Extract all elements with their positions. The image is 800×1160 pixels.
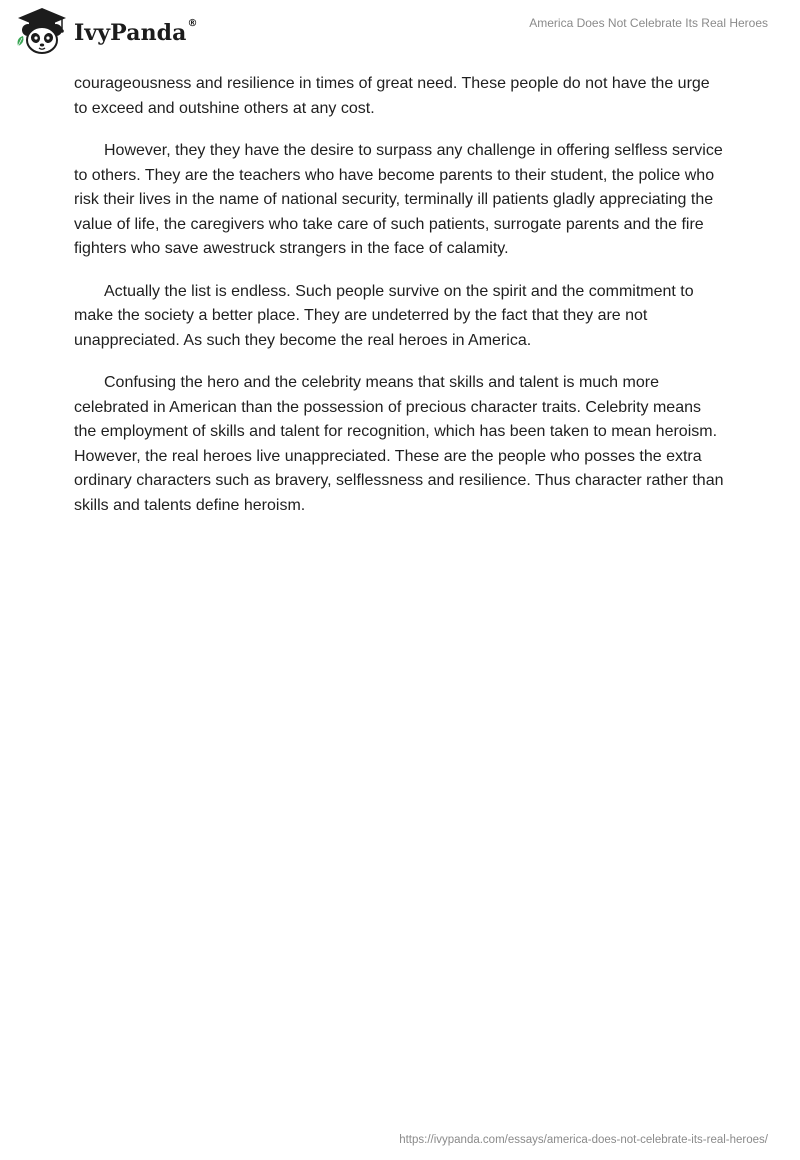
essay-paragraph: courageousness and resilience in times of great need. These people do not have the urge to exceed and outshine others at any cost. xyxy=(74,75,710,117)
essay-paragraph: Actually the list is endless. Such people survive on the spirit and the commitment to make the society a better place. They are undeterred by the fact that they are not unappreciated. As such they become the real heroes in America. xyxy=(74,282,694,349)
source-url-link[interactable]: https://ivypanda.com/essays/america-does-not-celebrate-its-real-heroes/ xyxy=(399,1134,768,1146)
page-header xyxy=(0,0,800,64)
panda-graduate-icon xyxy=(14,6,70,58)
essay-paragraph: Confusing the hero and the celebrity means that skills and talent is much more celebrated in American than the possession of precious character traits. Celebrity means the employment of skills and talent for recognition, which has been taken to mean heroism. However, the real heroes live unappreciated. These are the people who posses the extra ordinary characters such as bravery, selflessness and resilience. Thus character rather than skills and talents define heroism. xyxy=(74,374,724,514)
registered-mark: ® xyxy=(187,18,198,29)
essay-paragraph: However, they they have the desire to surpass any challenge in offering selfless service to others. They are the teachers who have become parents to their student, the police who risk their lives in the name of national security, terminally ill patients gladly appreciating the value of life, the caregivers who take care of such patients, surrogate parents and the fire fighters who save awestruck strangers in the face of calamity. xyxy=(74,142,723,257)
brand-name: IvyPanda® xyxy=(74,18,198,46)
document-title: America Does Not Celebrate Its Real Heroes xyxy=(529,16,768,30)
ivypanda-logo[interactable] xyxy=(14,6,198,58)
essay-body xyxy=(74,72,726,536)
